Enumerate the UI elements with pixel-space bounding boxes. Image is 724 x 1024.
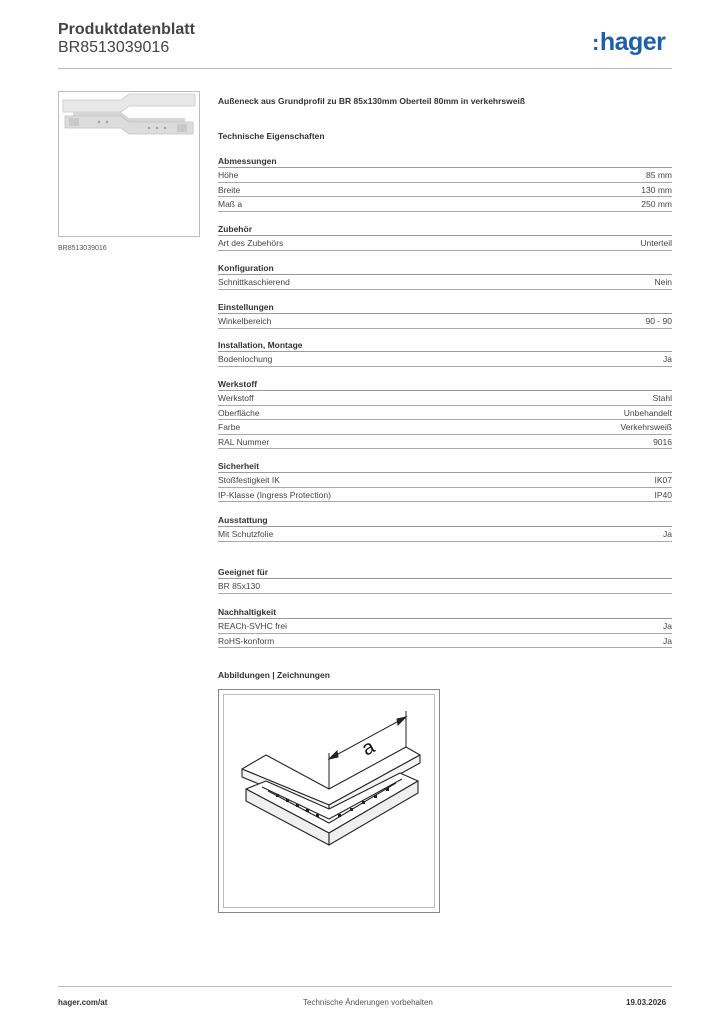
section-settings bbox=[218, 301, 672, 329]
footer-website-link[interactable]: hager.com/at bbox=[58, 998, 108, 1007]
product-code: BR8513039016 bbox=[58, 39, 170, 56]
table-row bbox=[218, 391, 672, 406]
row-value: 85 mm bbox=[646, 170, 672, 180]
table-row bbox=[218, 275, 672, 290]
row-value: 9016 bbox=[653, 436, 672, 447]
table-row bbox=[218, 435, 672, 450]
row-value: Unterteil bbox=[640, 238, 672, 248]
section-accessory bbox=[218, 223, 672, 251]
footer-divider bbox=[58, 986, 672, 987]
logo-mark-icon: : bbox=[592, 30, 599, 55]
row-label: RAL Nummer bbox=[218, 436, 270, 447]
row-value: Ja bbox=[663, 635, 672, 646]
technical-drawing bbox=[218, 689, 440, 913]
logo-text: hager bbox=[599, 28, 666, 56]
product-description: Außeneck aus Grundprofil zu BR 85x130mm Oberteil 80mm in verkehrsweiß bbox=[218, 96, 526, 106]
row-label: RoHS-konform bbox=[218, 635, 275, 646]
row-value: Stahl bbox=[652, 393, 672, 403]
table-row bbox=[218, 314, 672, 329]
row-label: IP-Klasse (Ingress Protection) bbox=[218, 489, 331, 500]
row-label: Mit Schutzfolie bbox=[218, 529, 274, 539]
section-title: Sicherheit bbox=[218, 460, 672, 473]
row-label: Maß a bbox=[218, 199, 243, 209]
table-row bbox=[218, 406, 672, 421]
drawing-frame bbox=[223, 694, 435, 908]
row-label: BR 85x130 bbox=[218, 581, 261, 591]
row-value: Ja bbox=[663, 354, 672, 364]
table-row bbox=[218, 488, 672, 503]
row-value: Nein bbox=[654, 277, 672, 287]
row-value: 90 - 90 bbox=[645, 316, 672, 326]
table-row bbox=[218, 473, 672, 488]
row-value: Unbehandelt bbox=[623, 407, 672, 418]
corner-drawing-icon bbox=[224, 695, 436, 909]
section-safety bbox=[218, 460, 672, 502]
row-value: IK07 bbox=[654, 475, 672, 485]
footer-date: 19.03.2026 bbox=[626, 998, 667, 1007]
section-dimensions bbox=[218, 155, 672, 212]
dimension-label: a bbox=[358, 735, 379, 761]
row-value: Ja bbox=[663, 529, 672, 539]
row-label: Werkstoff bbox=[218, 393, 254, 403]
row-label: Breite bbox=[218, 184, 241, 195]
table-row bbox=[218, 420, 672, 435]
row-value: Verkehrsweiß bbox=[620, 422, 672, 432]
section-title: Ausstattung bbox=[218, 514, 672, 527]
section-title: Nachhaltigkeit bbox=[218, 606, 672, 619]
corner-profile-photo-icon bbox=[59, 92, 199, 236]
section-sustainability bbox=[218, 606, 672, 648]
row-label: Schnittkaschierend bbox=[218, 277, 290, 287]
section-configuration bbox=[218, 262, 672, 290]
section-title: Geeignet für bbox=[218, 566, 672, 579]
row-label: Stoßfestigkeit IK bbox=[218, 475, 280, 485]
row-label: Oberfläche bbox=[218, 407, 260, 418]
section-title: Zubehör bbox=[218, 223, 672, 236]
technical-properties-heading: Technische Eigenschaften bbox=[218, 131, 325, 141]
section-equipment bbox=[218, 514, 672, 542]
section-title: Konfiguration bbox=[218, 262, 672, 275]
row-value: 130 mm bbox=[641, 184, 672, 195]
row-label: Höhe bbox=[218, 170, 239, 180]
section-suitable-for bbox=[218, 566, 672, 594]
section-title: Einstellungen bbox=[218, 301, 672, 314]
hager-logo[interactable] bbox=[592, 28, 665, 57]
section-title: Abmessungen bbox=[218, 155, 672, 168]
row-value: IP40 bbox=[654, 489, 672, 500]
row-label: Art des Zubehörs bbox=[218, 238, 284, 248]
thumbnail-caption: BR8513039016 bbox=[58, 245, 107, 252]
table-row bbox=[218, 527, 672, 542]
table-row bbox=[218, 352, 672, 367]
row-value: 250 mm bbox=[641, 199, 672, 209]
table-row bbox=[218, 183, 672, 198]
section-installation bbox=[218, 339, 672, 367]
table-row bbox=[218, 619, 672, 634]
section-title: Installation, Montage bbox=[218, 339, 672, 352]
figures-heading: Abbildungen | Zeichnungen bbox=[218, 670, 330, 680]
row-value: Ja bbox=[663, 621, 672, 631]
table-row bbox=[218, 197, 672, 212]
table-row bbox=[218, 634, 672, 649]
product-thumbnail bbox=[58, 91, 200, 237]
footer-note: Technische Änderungen vorbehalten bbox=[303, 998, 433, 1007]
table-row bbox=[218, 236, 672, 251]
row-label: REACh-SVHC frei bbox=[218, 621, 287, 631]
table-row bbox=[218, 579, 672, 594]
table-row bbox=[218, 168, 672, 183]
row-label: Winkelbereich bbox=[218, 316, 272, 326]
header-divider bbox=[58, 68, 672, 69]
row-label: Farbe bbox=[218, 422, 241, 432]
page-title: Produktdatenblatt bbox=[58, 21, 195, 38]
row-label: Bodenlochung bbox=[218, 354, 273, 364]
section-title: Werkstoff bbox=[218, 378, 672, 391]
section-material bbox=[218, 378, 672, 449]
